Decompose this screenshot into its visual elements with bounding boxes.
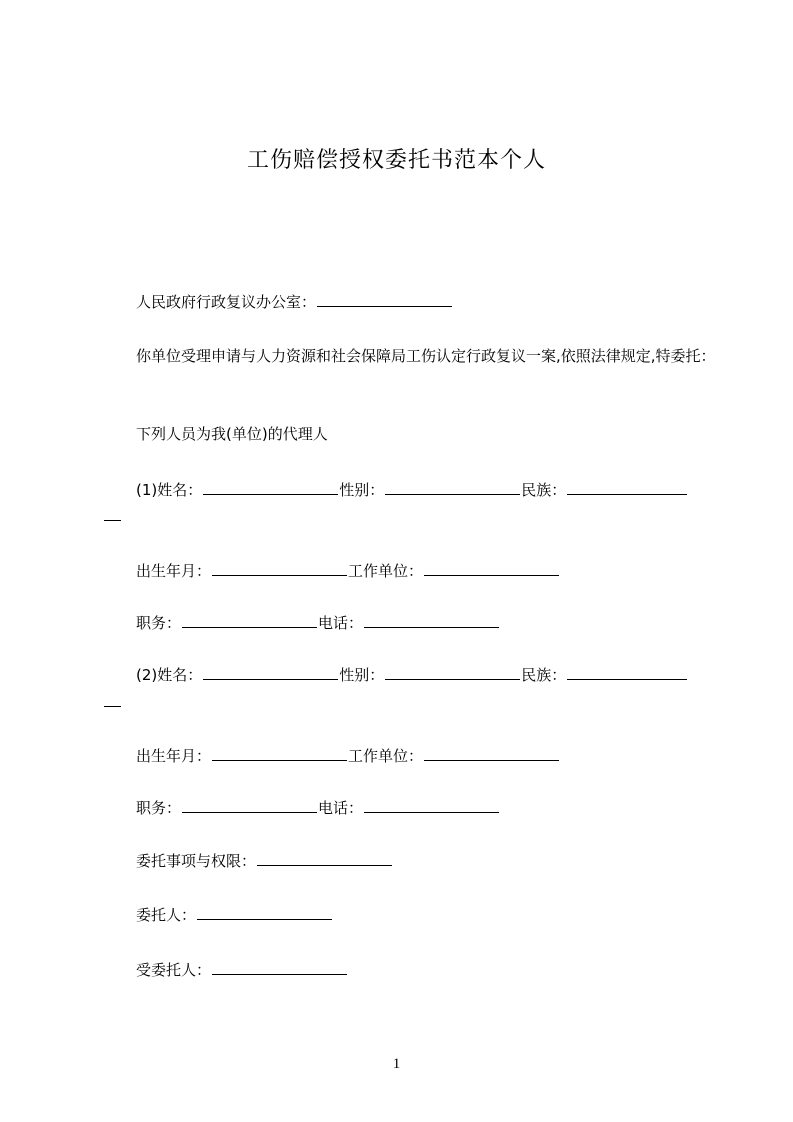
agent1-birth-label: 出生年月： — [136, 562, 212, 580]
agent2-position-label: 职务： — [136, 799, 182, 817]
agent2-phone-label: 电话： — [318, 799, 364, 817]
agent2-name-label: (2)姓名： — [136, 666, 203, 684]
agent1-position-line — [136, 614, 500, 631]
agent1-name-line — [136, 481, 688, 498]
agent1-phone-blank[interactable] — [364, 614, 499, 628]
recipient-label: 人民政府行政复议办公室： — [136, 293, 317, 311]
agent1-name-blank[interactable] — [203, 481, 338, 495]
principal-line — [136, 906, 333, 923]
agent1-phone-label: 电话： — [318, 614, 364, 632]
agent2-ethnicity-blank[interactable] — [567, 666, 687, 680]
agent1-workplace-label: 工作单位： — [348, 562, 424, 580]
agent2-gender-blank[interactable] — [385, 666, 520, 680]
agent2-workplace-blank[interactable] — [424, 747, 559, 761]
agent2-ethnicity-label: 民族： — [521, 666, 567, 684]
agent1-birth-line — [136, 562, 560, 579]
agent2-phone-blank[interactable] — [364, 799, 499, 813]
agent2-ethnicity-blank-wrap — [104, 706, 121, 707]
agent1-ethnicity-label: 民族： — [521, 481, 567, 499]
agent1-gender-blank[interactable] — [385, 481, 520, 495]
document-title: 工伤赔偿授权委托书范本个人 — [246, 148, 546, 173]
agent1-ethnicity-blank[interactable] — [567, 481, 687, 495]
agents-heading: 下列人员为我(单位)的代理人 — [136, 425, 328, 443]
principal-blank[interactable] — [197, 906, 332, 920]
agent2-birth-blank[interactable] — [212, 747, 347, 761]
agent2-name-line — [136, 666, 688, 683]
agent2-workplace-label: 工作单位： — [348, 747, 424, 765]
page-number: 1 — [392, 1056, 401, 1072]
agent1-gender-label: 性别： — [339, 481, 385, 499]
agent1-workplace-blank[interactable] — [424, 562, 559, 576]
agent2-birth-label: 出生年月： — [136, 747, 212, 765]
scope-label: 委托事项与权限： — [136, 852, 257, 870]
agent2-position-blank[interactable] — [182, 799, 317, 813]
trustee-line — [136, 961, 348, 978]
recipient-line — [136, 293, 453, 310]
agent2-position-line — [136, 799, 500, 816]
agent1-ethnicity-blank-wrap — [104, 520, 121, 521]
agent1-position-label: 职务： — [136, 614, 182, 632]
recipient-blank[interactable] — [317, 293, 452, 307]
agent1-position-blank[interactable] — [182, 614, 317, 628]
principal-label: 委托人： — [136, 906, 197, 924]
agent2-gender-label: 性别： — [339, 666, 385, 684]
scope-line — [136, 852, 393, 869]
intro-paragraph: 你单位受理申请与人力资源和社会保障局工伤认定行政复议一案,依照法律规定,特委托： — [136, 347, 716, 365]
agent2-name-blank[interactable] — [203, 666, 338, 680]
agent1-birth-blank[interactable] — [212, 562, 347, 576]
agent2-birth-line — [136, 747, 560, 764]
trustee-label: 受委托人： — [136, 961, 212, 979]
agent1-name-label: (1)姓名： — [136, 481, 203, 499]
trustee-blank[interactable] — [212, 961, 347, 975]
scope-blank[interactable] — [257, 852, 392, 866]
